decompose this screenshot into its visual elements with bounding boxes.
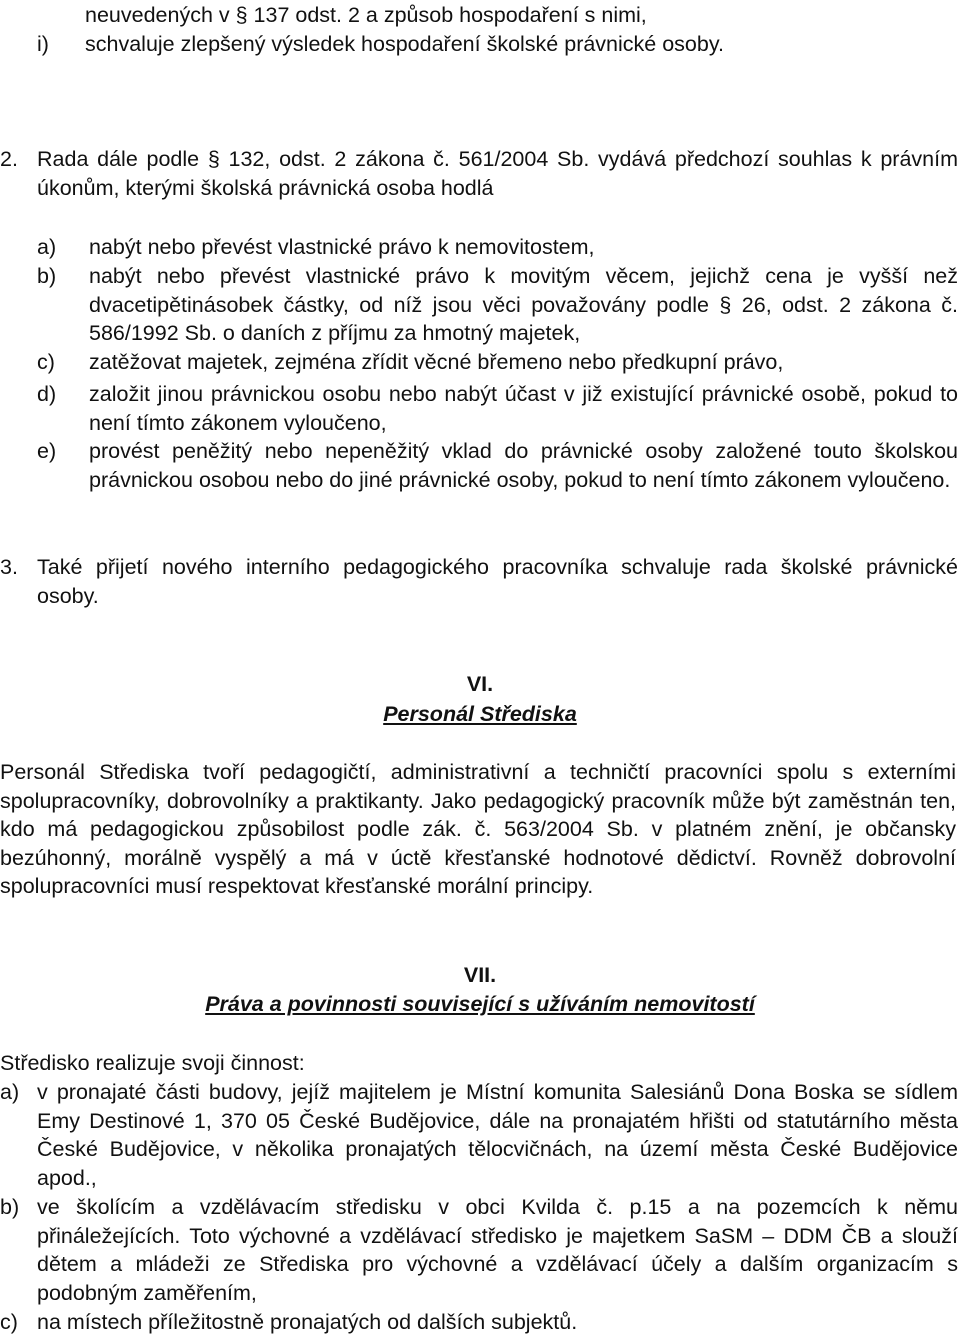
section-vi-title: Personál Střediska [383,702,577,726]
section-vii-item-a-label: a) [0,1080,20,1104]
section-vii-item-a-text: v pronajaté části budovy, jejíž majitelem je Místní komunita Salesiánů Dona Boska se sídlem Emy Destinové 1, 370 05 České Budějovice, dále na pronajatém hřišti od statutárního města České Budějovice, v několika pronajatých tělocvičnách, na území města České Budějovice apod., [37,1080,958,1190]
list-item-e-label: e) [37,439,57,463]
list-item-d-label: d) [37,382,57,406]
section-vii-number: VII. [463,963,497,987]
section-vii-item-c-label: c) [0,1310,18,1334]
item-h-continuation: neuvedených v § 137 odst. 2 a způsob hospodaření s nimi, [85,3,647,27]
section-vii-title: Práva a povinnosti související s užíváním nemovitostí [205,992,755,1016]
numbered-item-2-text: Rada dále podle § 132, odst. 2 zákona č. 561/2004 Sb. vydává předchozí souhlas k právním úkonům, kterými školská právnická osoba hodlá [37,147,958,200]
list-item-a-text: nabýt nebo převést vlastnické právo k nemovitostem, [89,235,595,259]
list-item-d-text: založit jinou právnickou osobu nebo nabýt účast v již existující právnické osobě, pokud to není tímto zákonem vyloučeno, [89,382,958,435]
list-item-e-text: provést peněžitý nebo nepeněžitý vklad do právnické osoby založené touto školskou právnickou osobou nebo do jiné právnické osoby, pokud to není tímto zákonem vyloučeno. [89,439,958,492]
list-item-c-label: c) [37,350,55,374]
list-item-b-text: nabýt nebo převést vlastnické právo k movitým věcem, jejichž cena je vyšší než dvacetipětinásobek částky, od níž jsou věci považovány podle § 26, odst. 2 zákona č. 586/1992 Sb. o daních z příjmu za hmotný majetek, [89,264,958,345]
section-vii-item-b-label: b) [0,1195,20,1219]
numbered-item-3-label: 3. [0,555,18,579]
section-vii-intro: Středisko realizuje svoji činnost: [0,1051,305,1075]
numbered-item-2 [0,145,960,205]
numbered-item-3-text: Také přijetí nového interního pedagogického pracovníka schvaluje rada školské právnické osoby. [37,555,958,608]
section-vi-paragraph: Personál Střediska tvoří pedagogičtí, administrativní a techničtí pracovníci spolu s externími spolupracovníky, dobrovolníky a praktikanty. Jako pedagogický pracovník může být zaměstnán ten, kdo má pedagogickou způsobilost podle zák. č. 563/2004 Sb. v platném znění, je občansky bezúhonný, morálně vyspělý a má v úctě křesťanské hodnotové dědictví. Rovněž dobrovolní spolupracovníci musí respektovat křesťanské morální principy. [0,760,956,898]
list-item-c-text: zatěžovat majetek, zejména zřídit věcné břemeno nebo předkupní právo, [89,350,784,374]
section-vii-item-b-text: ve školícím a vzdělávacím středisku v obci Kvilda č. p.15 a na pozemcích k němu přináležejících. Toto výchovné a vzdělávací středisko je majetkem SaSM – DDM ČB a slouží dětem a mládeži ze Střediska pro výchovné a vzdělávací účely a dalším organizacím s podobným zaměřením, [37,1195,958,1305]
numbered-item-2-label: 2. [0,147,18,171]
item-i-label: i) [37,32,49,56]
section-vi-number: VI. [466,672,494,696]
list-item-b-label: b) [37,264,57,288]
section-vii-item-c-text: na místech příležitostně pronajatých od dalších subjektů. [37,1310,578,1334]
list-item-a-label: a) [37,235,57,259]
item-i-text: schvaluje zlepšený výsledek hospodaření školské právnické osoby. [85,32,724,56]
